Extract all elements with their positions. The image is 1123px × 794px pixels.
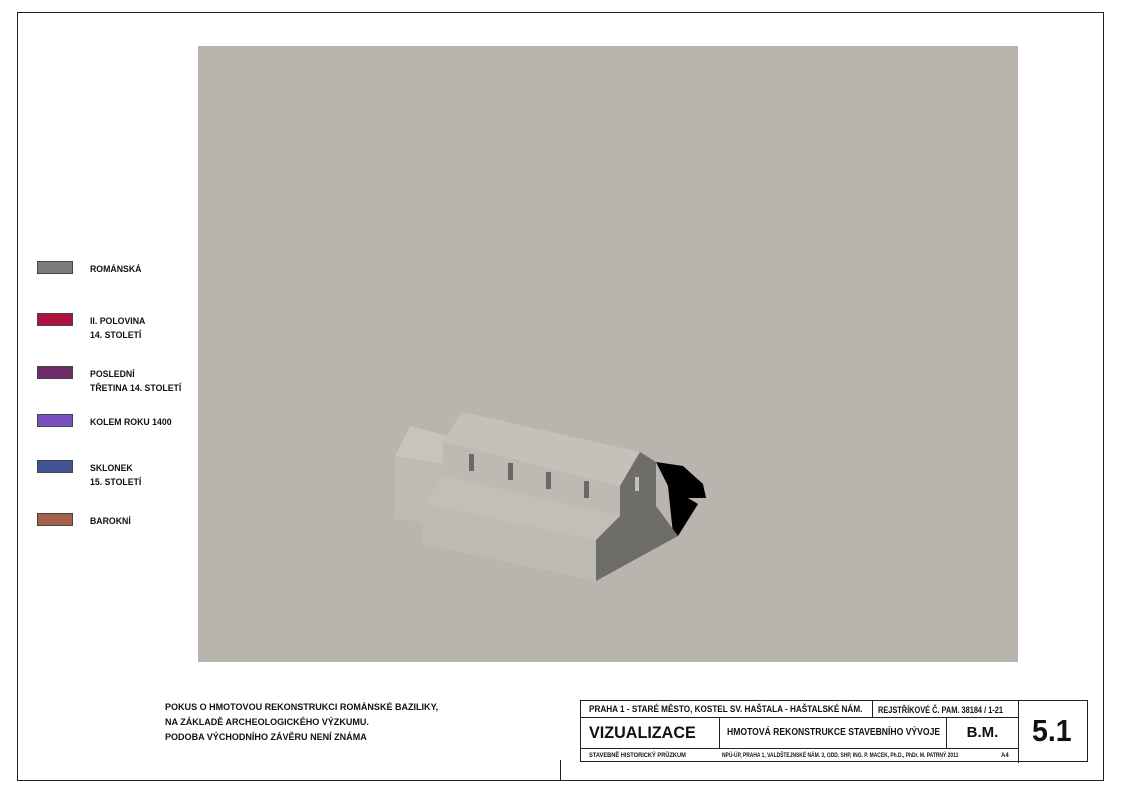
legend-item-baroque [37,513,131,527]
survey-label: STAVEBNĚ HISTORICKÝ PRŮZKUM [589,753,686,759]
legend-swatch [37,366,73,379]
legend-swatch [37,414,73,427]
reconstruction-note [165,700,479,745]
legend-item-last-third-14c [37,366,182,394]
fold-mark [560,760,561,781]
legend-item-romanesque [37,261,142,275]
window [469,454,474,471]
drawing-type: VIZUALIZACE [589,723,696,742]
legend-label: KOLEM ROKU 1400 [90,417,172,428]
sheet-number: 5.1 [1031,713,1072,748]
drawing-title: HMOTOVÁ REKONSTRUKCE STAVEBNÍHO VÝVOJE [727,727,941,738]
legend-label: SKLONEK 15. STOLETÍ [90,463,142,488]
legend-label: POSLEDNÍ TŘETINA 14. STOLETÍ [90,369,182,394]
note-line: PODOBA VÝCHODNÍHO ZÁVĚRU NENÍ ZNÁMA [165,732,367,743]
basilica-3d-model [198,46,1018,662]
window [584,481,589,498]
project-location: PRAHA 1 - STARÉ MĚSTO, KOSTEL SV. HAŠTALA - HAŠTALSKÉ NÁM. [589,704,863,715]
legend-item-second-half-14c [37,313,146,341]
legend-item-late-15c [37,460,142,488]
window [635,477,639,491]
note-line: POKUS O HMOTOVOU REKONSTRUKCI ROMÁNSKÉ BAZILIKY, [165,702,439,713]
window [546,472,551,489]
title-block [580,700,1088,762]
visualization-viewport [198,46,1018,662]
legend-label: II. POLOVINA 14. STOLETÍ [90,316,146,341]
legend-item-around-1400 [37,414,172,428]
window [508,463,513,480]
note-line: NA ZÁKLADĚ ARCHEOLOGICKÉHO VÝZKUMU. [165,717,369,728]
legend-swatch [37,460,73,473]
legend-swatch [37,513,73,526]
paper-format: A4 [1001,753,1009,759]
legend-label: ROMÁNSKÁ [90,264,142,275]
author-code: B.M. [966,724,999,741]
legend-label: BAROKNÍ [90,516,131,527]
legend-swatch [37,261,73,274]
credits: NPÚ-ÚP, PRAHA 1, VALDŠTEJNSKÉ NÁM. 3, ODD. SHP, ING. P. MACEK, Ph.D., PhDr. M. PATRNÝ 2011 [722,753,959,759]
registry-number: REJSTŘÍKOVÉ Č. PAM. 38184 / 1-21 [878,705,1003,715]
legend-swatch [37,313,73,326]
